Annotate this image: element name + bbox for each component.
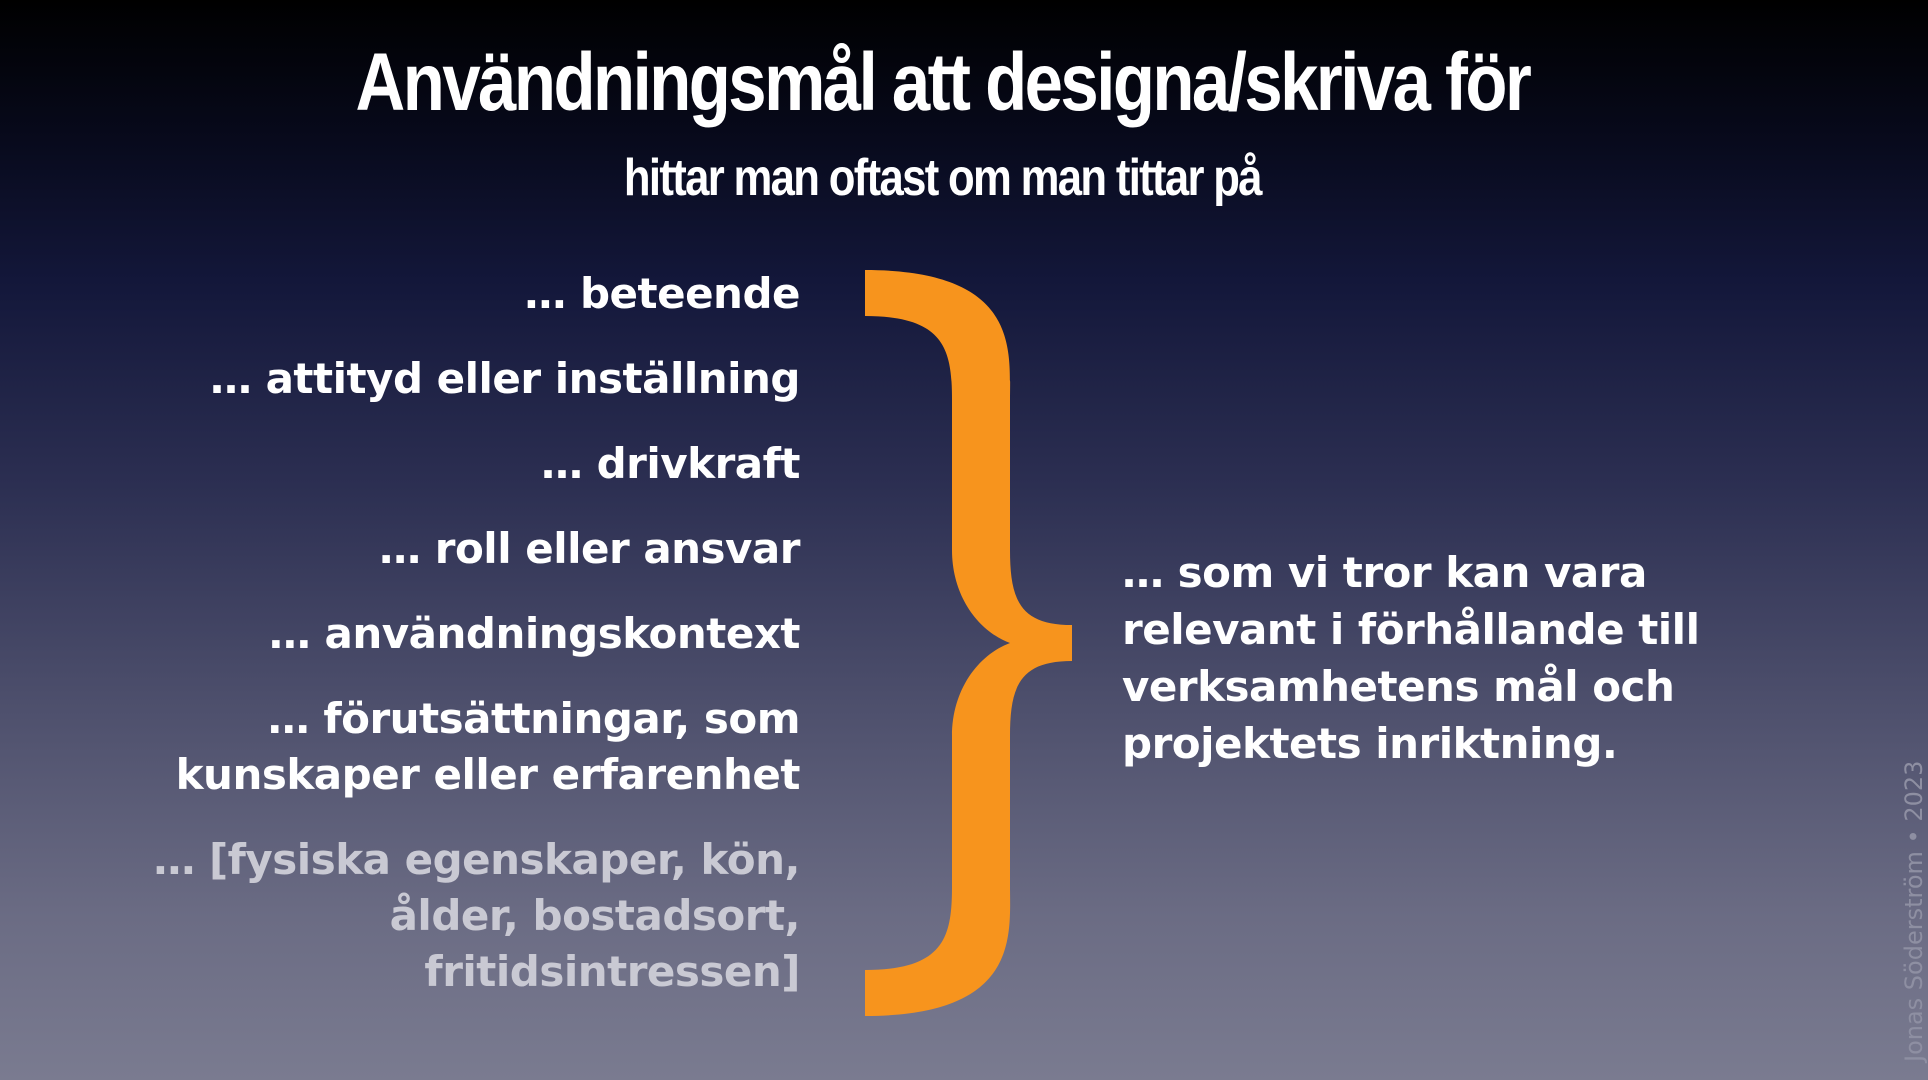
criteria-item-motivation: … drivkraft (540, 439, 800, 488)
criteria-item-demographics: … [fysiska egenskaper, kön, ålder, bostadsort, fritidsintressen] (153, 835, 800, 996)
brace-shape (865, 270, 1072, 1016)
conclusion-text: … som vi tror kan vara relevant i förhållande till verksamhetens mål och projektets inriktning. (1122, 548, 1700, 768)
slide-subtitle: hittar man oftast om man tittar på (623, 149, 1261, 207)
criteria-item-context: … användningskontext (268, 609, 800, 658)
criteria-list (20, 266, 800, 1029)
criteria-item-role: … roll eller ansvar (379, 524, 800, 573)
criteria-item-behaviour: … beteende (524, 269, 800, 318)
author-credit: Jonas Söderström • 2023 (1900, 760, 1928, 1062)
criteria-item-prerequisites: … förutsättningar, som kunskaper eller erfarenhet (175, 694, 800, 799)
right-curly-brace-icon (860, 270, 1072, 1016)
criteria-item-attitude: … attityd eller inställning (209, 354, 800, 403)
slide-title: Användningsmål att designa/skriva för (355, 37, 1530, 128)
